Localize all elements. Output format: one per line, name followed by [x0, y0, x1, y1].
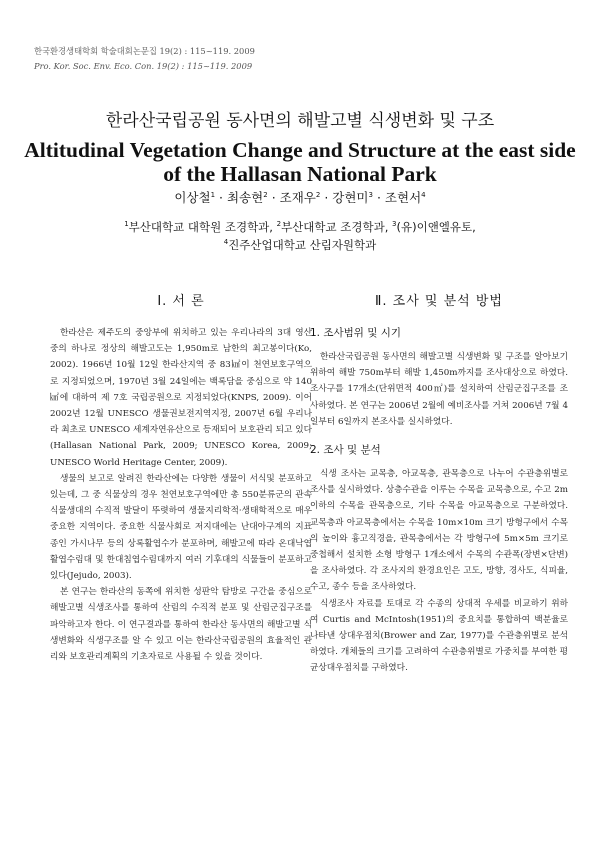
right-column	[310, 290, 568, 677]
subsection-heading-scope: 1. 조사범위 및 시기	[310, 327, 402, 339]
author-affil-mark: 2	[263, 190, 268, 199]
affil-mark: 4	[223, 238, 229, 247]
author-separator: ·	[324, 190, 333, 205]
body-paragraph: 식생조사 자료를 토대로 각 수종의 상대적 우세를 비교하기 위하여 Curtis and McIntosh(1951)의 중요치를 통합하여 백분율로 나타낸 상대우점치(Brower and Zar, 1977)를 수관층위별로 분석하였다. 개체들의 크기를 고려하여 수관층위별로 가중치를 부여한 평균상대우점치를 구하였다.	[310, 598, 568, 674]
section-heading-introduction: Ⅰ. 서 론	[157, 294, 205, 309]
affiliation-line-1	[0, 218, 600, 236]
affil-mark: 2	[276, 220, 282, 229]
author-name: 이상철	[174, 190, 211, 205]
affiliation-text: (유)이앤엘유토,	[396, 220, 476, 234]
author-affil-mark: 4	[421, 190, 426, 199]
author-name: 조재우	[279, 190, 316, 205]
author-affil-mark: 2	[315, 190, 321, 199]
author-name: 강현미	[332, 190, 369, 205]
left-column	[50, 290, 312, 665]
affiliation-text: 부산대학교 대학원 조경학과,	[128, 220, 277, 234]
author-affil-mark: 1	[210, 190, 216, 199]
author-separator: ·	[271, 190, 280, 205]
affiliation-text: 부산대학교 조경학과,	[281, 220, 393, 234]
journal-header	[34, 44, 255, 74]
journal-citation-ko: 한국환경생태학회 학술대회논문집 19(2) : 115~119. 2009	[34, 46, 255, 56]
body-paragraph: 식생 조사는 교목층, 아교목층, 관목층으로 나누어 수관층위별로 조사를 실시하였다. 상층수관을 이루는 수목을 교목층으로, 수고 2m이하의 수목을 관목층으로, 기타 수목을 아교목층으로 구분하였다. 교목층과 아교목층에서는 수목을 10m×10m 크기 방형구에서 수목의 높이와 흉고직경을, 관목층에서는 각 방형구에 5m×5m 크기로 중첩해서 설치한 소형 방형구 1개소에서 수목의 수관폭(장변×단변)을 조사하였다. 각 조사지의 환경요인은 고도, 방향, 경사도, 식피율, 수고, 종수 등을 조사하였다.	[310, 469, 568, 593]
subsection-heading-analysis: 2. 조사 및 분석	[310, 444, 381, 457]
author-affil-mark: 3	[368, 190, 373, 199]
affiliation-line-2	[0, 236, 600, 254]
journal-citation-en: Pro. Kor. Soc. Env. Eco. Con. 19(2) : 115~119. 2009	[34, 61, 253, 71]
author-name: 최송현	[227, 190, 264, 205]
body-paragraph: 한라산국립공원 동사면의 해발고별 식생변화 및 구조를 알아보기 위하여 해발 750m부터 해발 1,450m까지를 조사대상으로 하였다. 조사구를 17개소(단위면적 400㎡)를 설치하여 산림군집구조를 조사하였다. 본 연구는 2006년 2월에 예비조사를 거쳐 2006년 7월 4일부터 6일까지 본조사를 실시하였다.	[310, 352, 568, 427]
affil-mark: 3	[392, 220, 397, 229]
affiliation-text: 진주산업대학교 산림자원학과	[228, 238, 377, 252]
section-heading-methods: Ⅱ. 조사 및 분석 방법	[375, 294, 503, 309]
body-paragraph: 생물의 보고로 알려진 한라산에는 다양한 생물이 서식및 분포하고 있는데, 그 중 식물상의 경우 천연보호구역에만 총 550분류군의 관속식물생대의 수직적 발달이 뚜렷하여 생물지리학적·생태학적으로 매우 중요한 지역이다. 중요한 식물사회로 저지대에는 난대아구계의 지표종인 가시나무 등의 상록활엽수가 분포하며, 해발고에 따라 온대낙엽활엽수림대 및 한대침엽수림대까지 여러 기후대의 식물들이 분포하고 있다(Jejudo, 2003).	[50, 473, 312, 582]
paper-title-english: Altitudinal Vegetation Change and Structure at the east side of the Hallasan National Park	[24, 138, 576, 186]
body-paragraph: 본 연구는 한라산의 동쪽에 위치한 성판악 탐방로 구간을 중심으로 해발고별 식생조사를 통하여 산림의 수직적 분포 및 산림군집구조를 파악하고자 한다. 이 연구결과를 통하여 한라산 동사면의 해발고별 식생변화와 식생구조를 알 수 있고 이는 한라산국립공원의 효율적인 관리와 보호관리계획의 기초자료로 사용될 수 있을 것이다.	[50, 587, 312, 663]
body-paragraph: 한라산은 제주도의 중앙부에 위치하고 있는 우리나라의 3대 영산 중의 하나로 정상의 해발고도는 1,950m로 남한의 최고봉이다(Ko, 2002). 1966년 10월 12일 한라산지역 중 83㎢이 천연보호구역으로 지정되었으며, 1970년 3월 24일에는 백록담을 중심으로 약 140㎢에 대하여 제 7호 국립공원으로 지정되었다(KNPS, 2009). 이어 2002년 12월 UNESCO 생물권보전지역지정, 2007년 6월 우리나라 최초로 UNESCO 세계자연유산으로 등재되어 보호관리 되고 있다(Hallasan National Park, 2009; UNESCO Korea, 2009; UNESCO World Heritage Center, 2009).	[50, 328, 312, 468]
author-list	[0, 188, 600, 206]
affiliations	[0, 218, 600, 254]
spacer	[310, 430, 568, 442]
author-separator: ·	[376, 190, 385, 205]
author-separator: ·	[219, 190, 227, 205]
author-name: 조현서	[384, 190, 422, 205]
affil-mark: 1	[124, 220, 129, 229]
paper-title-korean: 한라산국립공원 동사면의 해발고별 식생변화 및 구조	[105, 111, 495, 131]
